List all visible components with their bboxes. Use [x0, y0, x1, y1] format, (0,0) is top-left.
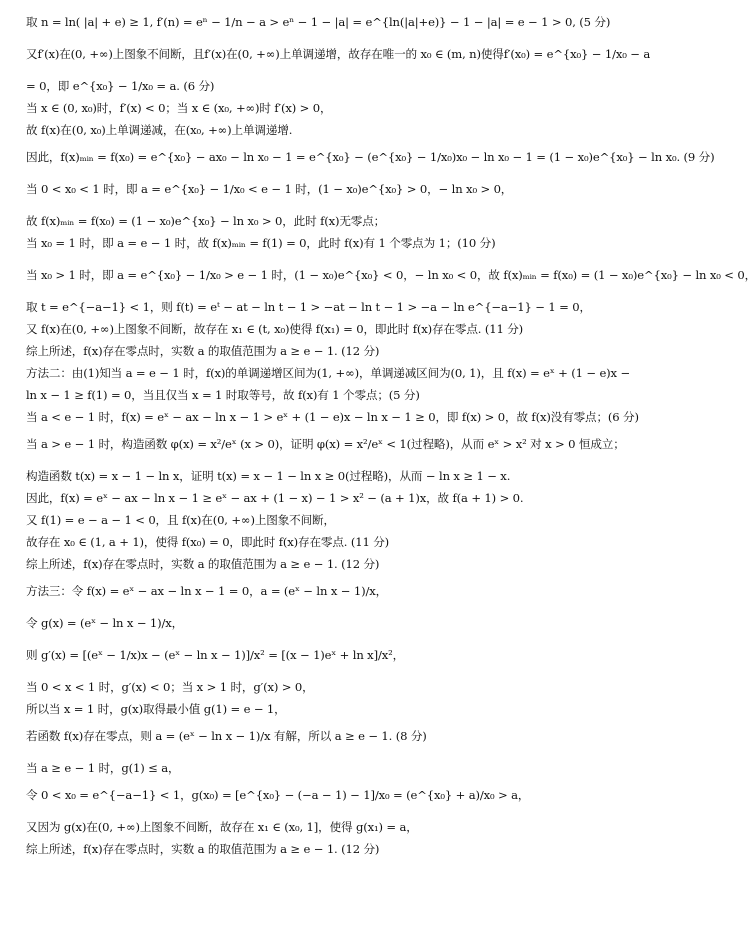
solution-line: 当 0 < x < 1 时，g′(x) < 0；当 x > 1 时，g′(x) > 0， [26, 680, 314, 694]
solution-line: = 0，即 e^{x₀} − 1/x₀ = a. (6 分) [26, 79, 215, 93]
line-spacer [26, 776, 674, 787]
line-spacer [26, 197, 674, 213]
solution-line: 当 a < e − 1 时，f(x) = eˣ − ax − ln x − 1 > eˣ + (1 − e)x − ln x − 1 ≥ 0，即 f(x) > 0，故 f(x)没有零点；(6 分) [26, 410, 639, 424]
solution-line: 又因为 g(x)在(0, +∞)上图象不间断，故存在 x₁ ∈ (x₀, 1]，使得 g(x₁) = a， [26, 820, 418, 834]
solution-line: 方法二：由(1)知当 a = e − 1 时，f(x)的单调递增区间为(1, +∞)，单调递减区间为(0, 1)，且 f(x) = eˣ + (1 − e)x − [26, 366, 631, 380]
line-spacer [26, 425, 674, 436]
solution-line: 综上所述，f(x)存在零点时，实数 a 的取值范围为 a ≥ e − 1. (12 分) [26, 842, 380, 856]
solution-line: 当 x₀ = 1 时，即 a = e − 1 时，故 f(x)ₘᵢₙ = f(1) = 0，此时 f(x)有 1 个零点为 1；(10 分) [26, 236, 496, 250]
line-spacer [26, 631, 674, 647]
solution-line: 又f′(x)在(0, +∞)上图象不间断，且f′(x)在(0, +∞)上单调递增，故存在唯一的 x₀ ∈ (m, n)使得f′(x₀) = e^{x₀} − 1/x₀ − a [26, 47, 651, 61]
solution-line: 若函数 f(x)存在零点，则 a = (eˣ − ln x − 1)/x 有解，所以 a ≥ e − 1. (8 分) [26, 729, 427, 743]
solution-line: 取 t = e^{−a−1} < 1，则 f(t) = eᵗ − at − ln t − 1 > −at − ln t − 1 > −a − ln e^{−a−1} − 1 = 0， [26, 300, 591, 314]
solution-line: 令 0 < x₀ = e^{−a−1} < 1，g(x₀) = [e^{x₀} − (−a − 1) − 1]/x₀ = (e^{x₀} + a)/x₀ > a， [26, 788, 530, 802]
solution-line: 方法三：令 f(x) = eˣ − ax − ln x − 1 = 0，a = (eˣ − ln x − 1)/x， [26, 584, 388, 598]
solution-line: ln x − 1 ≥ f(1) = 0，当且仅当 x = 1 时取等号，故 f(x)有 1 个零点；(5 分) [26, 388, 420, 402]
solution-line: 综上所述，f(x)存在零点时，实数 a 的取值范围为 a ≥ e − 1. (12 分) [26, 557, 380, 571]
solution-line: 因此，f(x)ₘᵢₙ = f(x₀) = e^{x₀} − ax₀ − ln x₀ − 1 = e^{x₀} − (e^{x₀} − 1/x₀)x₀ − ln x₀ − 1 = (1 − x₀)e^{x₀} − ln x₀. (9 分) [26, 150, 715, 164]
line-spacer [26, 30, 674, 46]
solution-line: 当 a > e − 1 时，构造函数 φ(x) = x²/eˣ (x > 0)，证明 φ(x) = x²/eˣ < 1(过程略)，从而 eˣ > x² 对 x > 0 恒成立； [26, 437, 625, 451]
solution-line: 故 f(x)在(0, x₀)上单调递减，在(x₀, +∞)上单调递增. [26, 123, 293, 137]
line-spacer [26, 283, 674, 299]
line-spacer [26, 857, 674, 863]
line-spacer [26, 251, 674, 267]
line-spacer [26, 572, 674, 583]
solution-line: 则 g′(x) = [(eˣ − 1/x)x − (eˣ − ln x − 1)]/x² = [(x − 1)eˣ + ln x]/x²， [26, 648, 405, 662]
solution-line: 当 x₀ > 1 时，即 a = e^{x₀} − 1/x₀ > e − 1 时，(1 − x₀)e^{x₀} < 0，− ln x₀ < 0，故 f(x)ₘᵢₙ = f(x₀) = (1 − x₀)e^{x₀} − ln x₀ < 0， [26, 268, 756, 282]
line-spacer [26, 744, 674, 760]
line-spacer [26, 803, 674, 819]
line-spacer [26, 62, 674, 78]
solution-line: 因此，f(x) = eˣ − ax − ln x − 1 ≥ eˣ − ax + (1 − x) − 1 > x² − (a + 1)x，故 f(a + 1) > 0. [26, 491, 524, 505]
solution-line: 又 f(x)在(0, +∞)上图象不间断，故存在 x₁ ∈ (t, x₀)使得 f(x₁) = 0，即此时 f(x)存在零点. (11 分) [26, 322, 524, 336]
line-spacer [26, 663, 674, 679]
line-spacer [26, 452, 674, 468]
solution-line: 当 x ∈ (0, x₀)时，f′(x) < 0；当 x ∈ (x₀, +∞)时 f′(x) > 0， [26, 101, 332, 115]
solution-line: 故 f(x)ₘᵢₙ = f(x₀) = (1 − x₀)e^{x₀} − ln x₀ > 0，此时 f(x)无零点； [26, 214, 386, 228]
line-spacer [26, 717, 674, 728]
solution-line: 故存在 x₀ ∈ (1, a + 1)，使得 f(x₀) = 0，即此时 f(x)存在零点. (11 分) [26, 535, 390, 549]
line-spacer [26, 165, 674, 181]
line-spacer [26, 599, 674, 615]
line-spacer [26, 138, 674, 149]
solution-line: 综上所述，f(x)存在零点时，实数 a 的取值范围为 a ≥ e − 1. (12 分) [26, 344, 380, 358]
solution-line: 当 0 < x₀ < 1 时，即 a = e^{x₀} − 1/x₀ < e − 1 时，(1 − x₀)e^{x₀} > 0，− ln x₀ > 0， [26, 182, 513, 196]
solution-line: 令 g(x) = (eˣ − ln x − 1)/x， [26, 616, 184, 630]
solution-line: 构造函数 t(x) = x − 1 − ln x，证明 t(x) = x − 1 − ln x ≥ 0(过程略)，从而 − ln x ≥ 1 − x. [26, 469, 511, 483]
solution-line: 当 a ≥ e − 1 时，g(1) ≤ a， [26, 761, 180, 775]
solution-line: 取 n = ln( |a| + e) ≥ 1, f′(n) = eⁿ − 1/n − a > eⁿ − 1 − |a| = e^{ln(|a|+e)} − 1 − |a| = e − 1 > 0, (5 分) [26, 15, 611, 29]
solution-line: 所以当 x = 1 时，g(x)取得最小值 g(1) = e − 1， [26, 702, 286, 716]
solution-line: 又 f(1) = e − a − 1 < 0，且 f(x)在(0, +∞)上图象不间断， [26, 513, 335, 527]
